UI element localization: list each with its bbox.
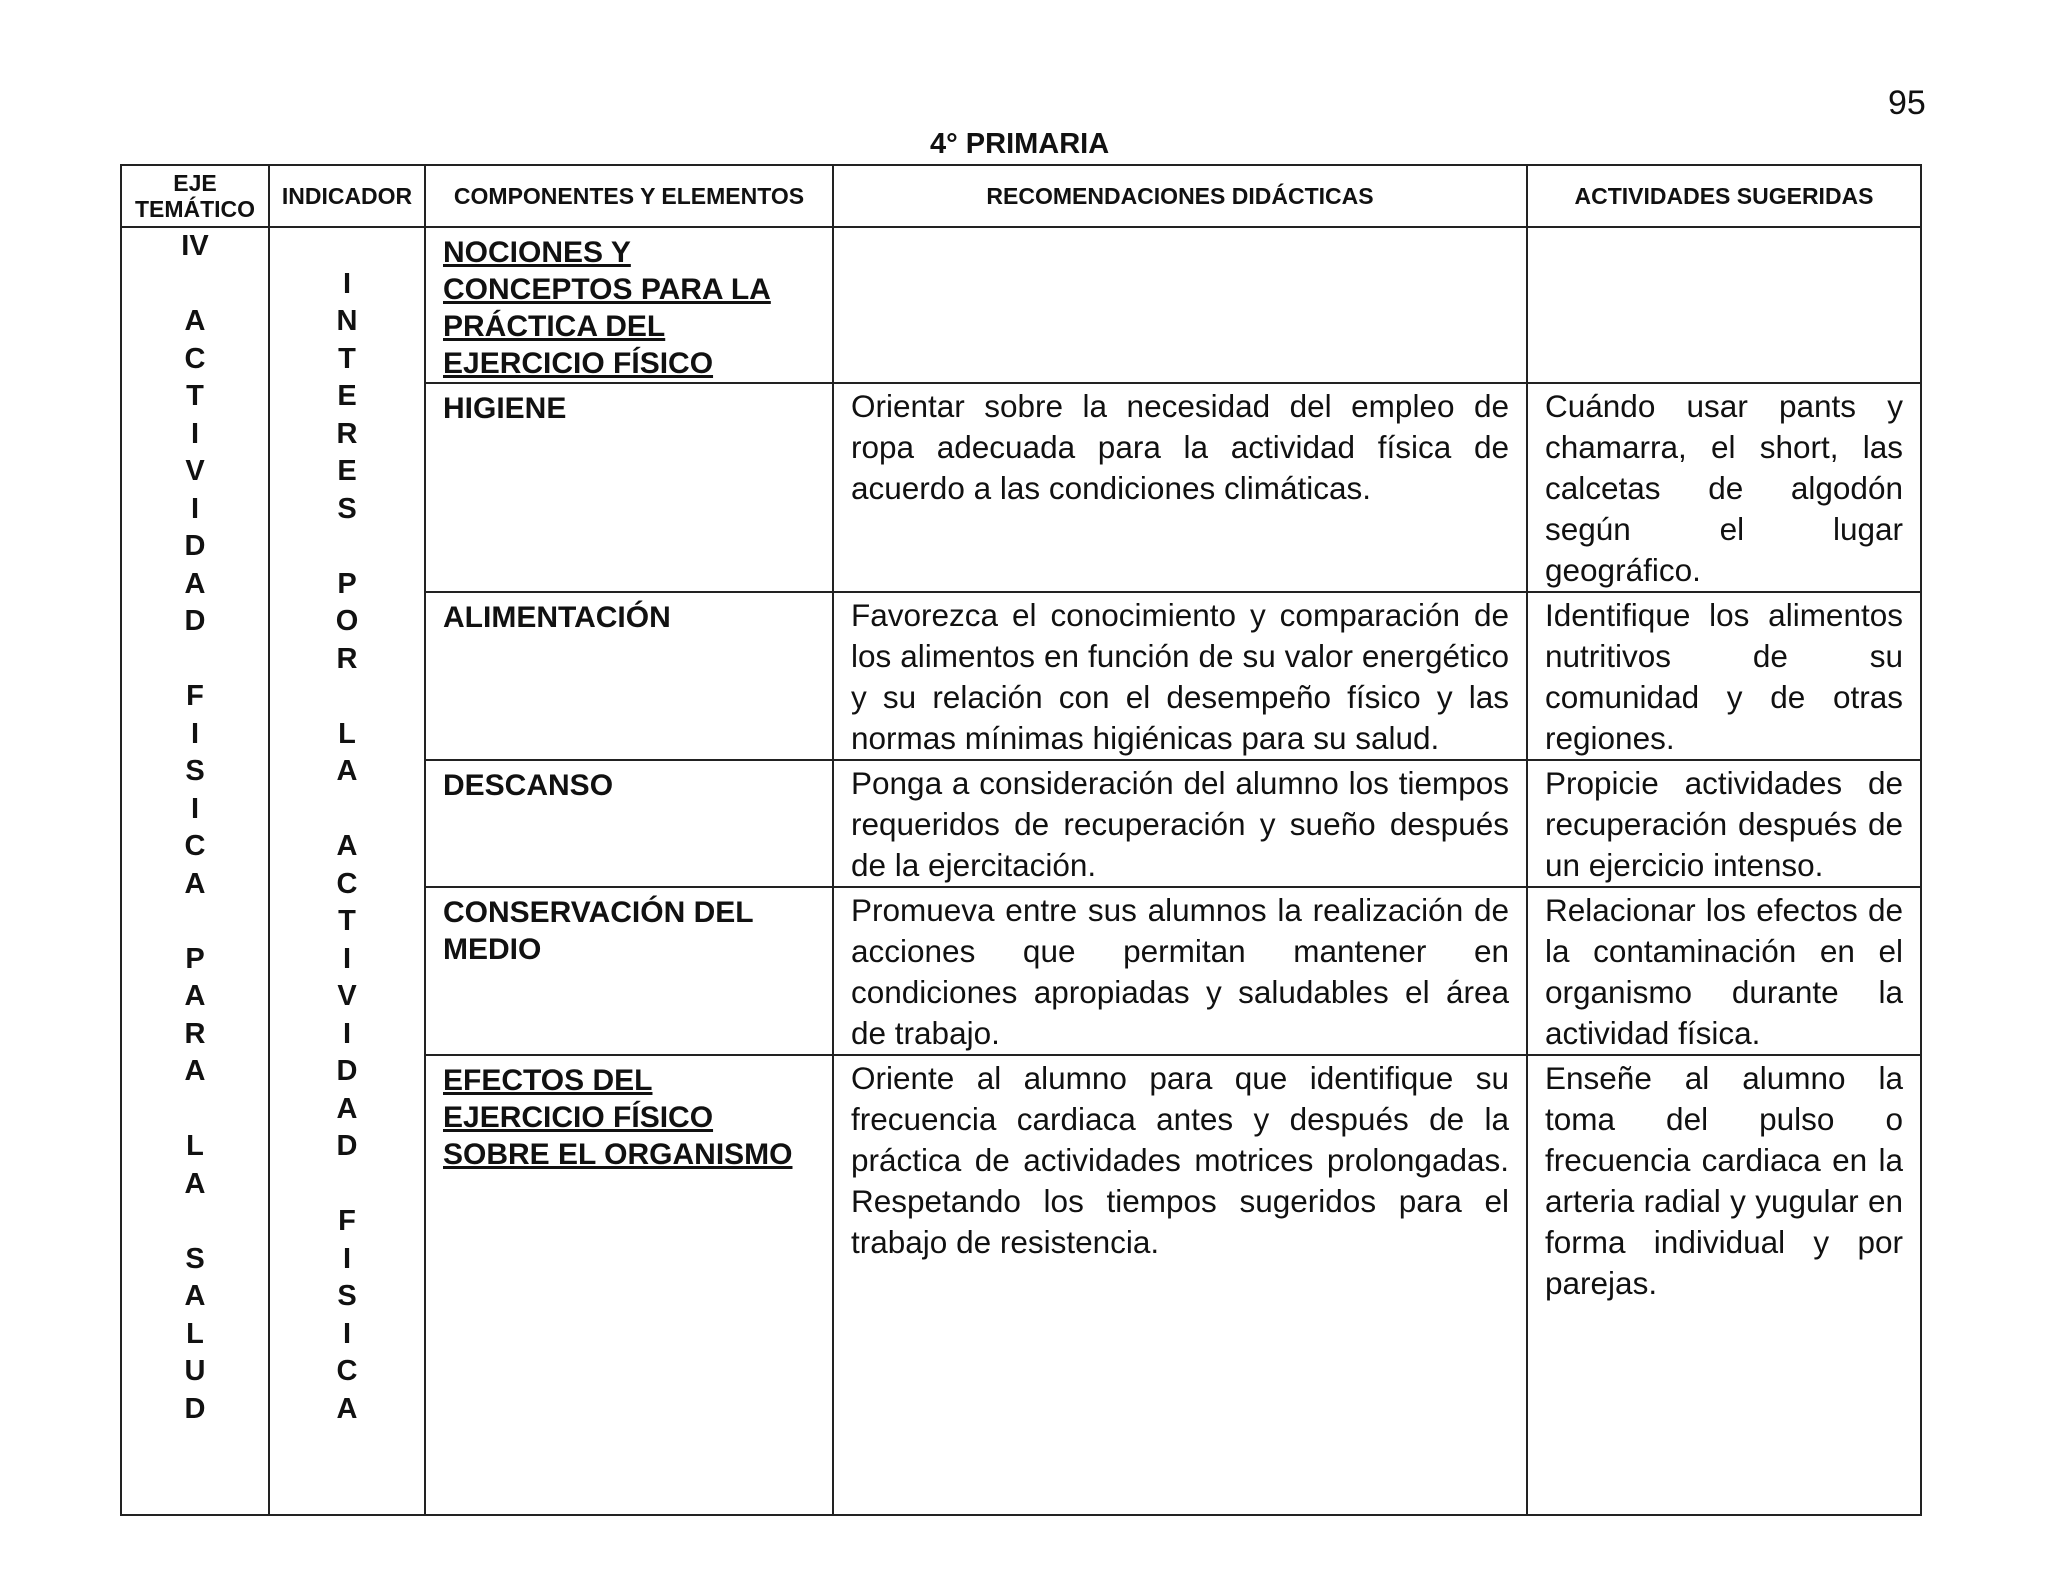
vertical-letter: T (186, 380, 204, 412)
recomendacion-cell: Ponga a consideración del alumno los tiempos requeridos de recuperación y sueño después de la ejercitación. (833, 760, 1527, 887)
vertical-letter: I (190, 492, 200, 525)
componente-cell: DESCANSO (425, 760, 833, 887)
vertical-letter: V (185, 455, 205, 487)
vertical-letter: U (184, 1355, 206, 1387)
vertical-letter: E (337, 455, 357, 487)
componente-cell: EFECTOS DEL EJERCICIO FÍSICO SOBRE EL ORGANISMO (425, 1055, 833, 1515)
eje-tematico-cell (121, 227, 269, 1515)
vertical-letter: I (342, 942, 352, 975)
vertical-letter (270, 791, 424, 829)
componente-cell: ALIMENTACIÓN (425, 592, 833, 760)
vertical-letter: C (184, 342, 206, 375)
vertical-letter: D (184, 605, 206, 637)
vertical-letter: A (336, 830, 358, 862)
actividad-cell: Identifique los alimentos nutritivos de su comunidad y de otras regiones. (1527, 592, 1921, 760)
vertical-letter: F (186, 680, 204, 712)
vertical-letter (270, 678, 424, 716)
header-actividades: ACTIVIDADES SUGERIDAS (1527, 165, 1921, 227)
vertical-letter: IV (181, 230, 209, 262)
vertical-letter: V (337, 980, 357, 1012)
vertical-letter: I (342, 1317, 352, 1350)
vertical-letter: T (338, 342, 356, 375)
vertical-letter: F (338, 1205, 356, 1237)
vertical-letter: C (336, 867, 358, 900)
vertical-letter: D (184, 1392, 206, 1425)
actividad-cell: Propicie actividades de recuperación después de un ejercicio intenso. (1527, 760, 1921, 887)
vertical-letter: L (338, 717, 356, 750)
vertical-letter: T (338, 905, 356, 937)
header-componentes: COMPONENTES Y ELEMENTOS (425, 165, 833, 227)
vertical-letter: A (184, 1280, 206, 1312)
vertical-letter: R (336, 642, 358, 675)
curriculum-table (120, 164, 1922, 1516)
vertical-letter: A (336, 1092, 358, 1125)
vertical-letter: I (342, 267, 352, 300)
vertical-letter: L (186, 1130, 204, 1162)
vertical-letter: A (184, 867, 206, 900)
vertical-letter: I (190, 792, 200, 825)
vertical-letter: D (184, 530, 206, 562)
table-row (121, 227, 1921, 383)
header-recomendaciones: RECOMENDACIONES DIDÁCTICAS (833, 165, 1527, 227)
vertical-letter: A (336, 1392, 358, 1425)
actividad-cell: Cuándo usar pants y chamarra, el short, las calcetas de algodón según el lugar geográfico. (1527, 383, 1921, 592)
vertical-letter (270, 228, 424, 266)
header-indicador: INDICADOR (269, 165, 425, 227)
indicador-cell (269, 227, 425, 1515)
componente-cell: CONSERVACIÓN DEL MEDIO (425, 887, 833, 1055)
vertical-letter: A (336, 755, 358, 787)
vertical-letter: I (342, 1017, 352, 1050)
actividad-cell (1527, 227, 1921, 383)
vertical-letter: A (184, 1167, 206, 1200)
vertical-letter: E (337, 380, 357, 412)
vertical-letter: D (336, 1055, 358, 1087)
vertical-letter: P (337, 567, 357, 600)
recomendacion-cell: Oriente al alumno para que identifique su frecuencia cardiaca antes y después de la práctica de actividades motrices prolongadas. Respetando los tiempos sugeridos para el trabajo de resistencia. (833, 1055, 1527, 1515)
vertical-letter (122, 1203, 268, 1241)
vertical-letter: R (336, 417, 358, 450)
vertical-letter (122, 641, 268, 679)
actividad-cell: Relacionar los efectos de la contaminación en el organismo durante la actividad física. (1527, 887, 1921, 1055)
recomendacion-cell: Favorezca el conocimiento y comparación de los alimentos en función de su valor energético y su relación con el desempeño físico y las normas mínimas higiénicas para su salud. (833, 592, 1527, 760)
eje-tematico-vertical-text (122, 228, 268, 1428)
componente-cell: HIGIENE (425, 383, 833, 592)
vertical-letter: A (184, 980, 206, 1012)
header-eje-tematico: EJE TEMÁTICO (121, 165, 269, 227)
vertical-letter (122, 903, 268, 941)
vertical-letter (270, 528, 424, 566)
vertical-letter: R (184, 1017, 206, 1050)
vertical-letter: D (336, 1130, 358, 1162)
page-number: 95 (1888, 84, 1926, 122)
vertical-letter: P (185, 942, 205, 975)
vertical-letter: S (185, 755, 205, 787)
vertical-letter: C (336, 1355, 358, 1387)
vertical-letter: I (190, 417, 200, 450)
vertical-letter: N (336, 305, 358, 337)
indicador-vertical-text (270, 228, 424, 1428)
vertical-letter: O (335, 605, 359, 637)
vertical-letter: A (184, 567, 206, 600)
vertical-letter: I (342, 1242, 352, 1275)
vertical-letter: S (337, 1280, 357, 1312)
vertical-letter (122, 266, 268, 304)
page-title: 4° PRIMARIA (930, 128, 1110, 160)
actividad-cell: Enseñe al alumno la toma del pulso o frecuencia cardiaca en la arteria radial y yugular en forma individual y por parejas. (1527, 1055, 1921, 1515)
componente-cell: NOCIONES Y CONCEPTOS PARA LA PRÁCTICA DEL EJERCICIO FÍSICO (425, 227, 833, 383)
recomendacion-cell (833, 227, 1527, 383)
vertical-letter (122, 1091, 268, 1129)
vertical-letter (270, 1166, 424, 1204)
vertical-letter: C (184, 830, 206, 862)
vertical-letter: L (186, 1317, 204, 1350)
vertical-letter: S (337, 492, 357, 525)
recomendacion-cell: Orientar sobre la necesidad del empleo de ropa adecuada para la actividad física de acuerdo a las condiciones climáticas. (833, 383, 1527, 592)
vertical-letter: I (190, 717, 200, 750)
vertical-letter: A (184, 1055, 206, 1087)
header-row (121, 165, 1921, 227)
vertical-letter: A (184, 305, 206, 337)
vertical-letter: S (185, 1242, 205, 1275)
recomendacion-cell: Promueva entre sus alumnos la realización de acciones que permitan mantener en condiciones apropiadas y saludables el área de trabajo. (833, 887, 1527, 1055)
